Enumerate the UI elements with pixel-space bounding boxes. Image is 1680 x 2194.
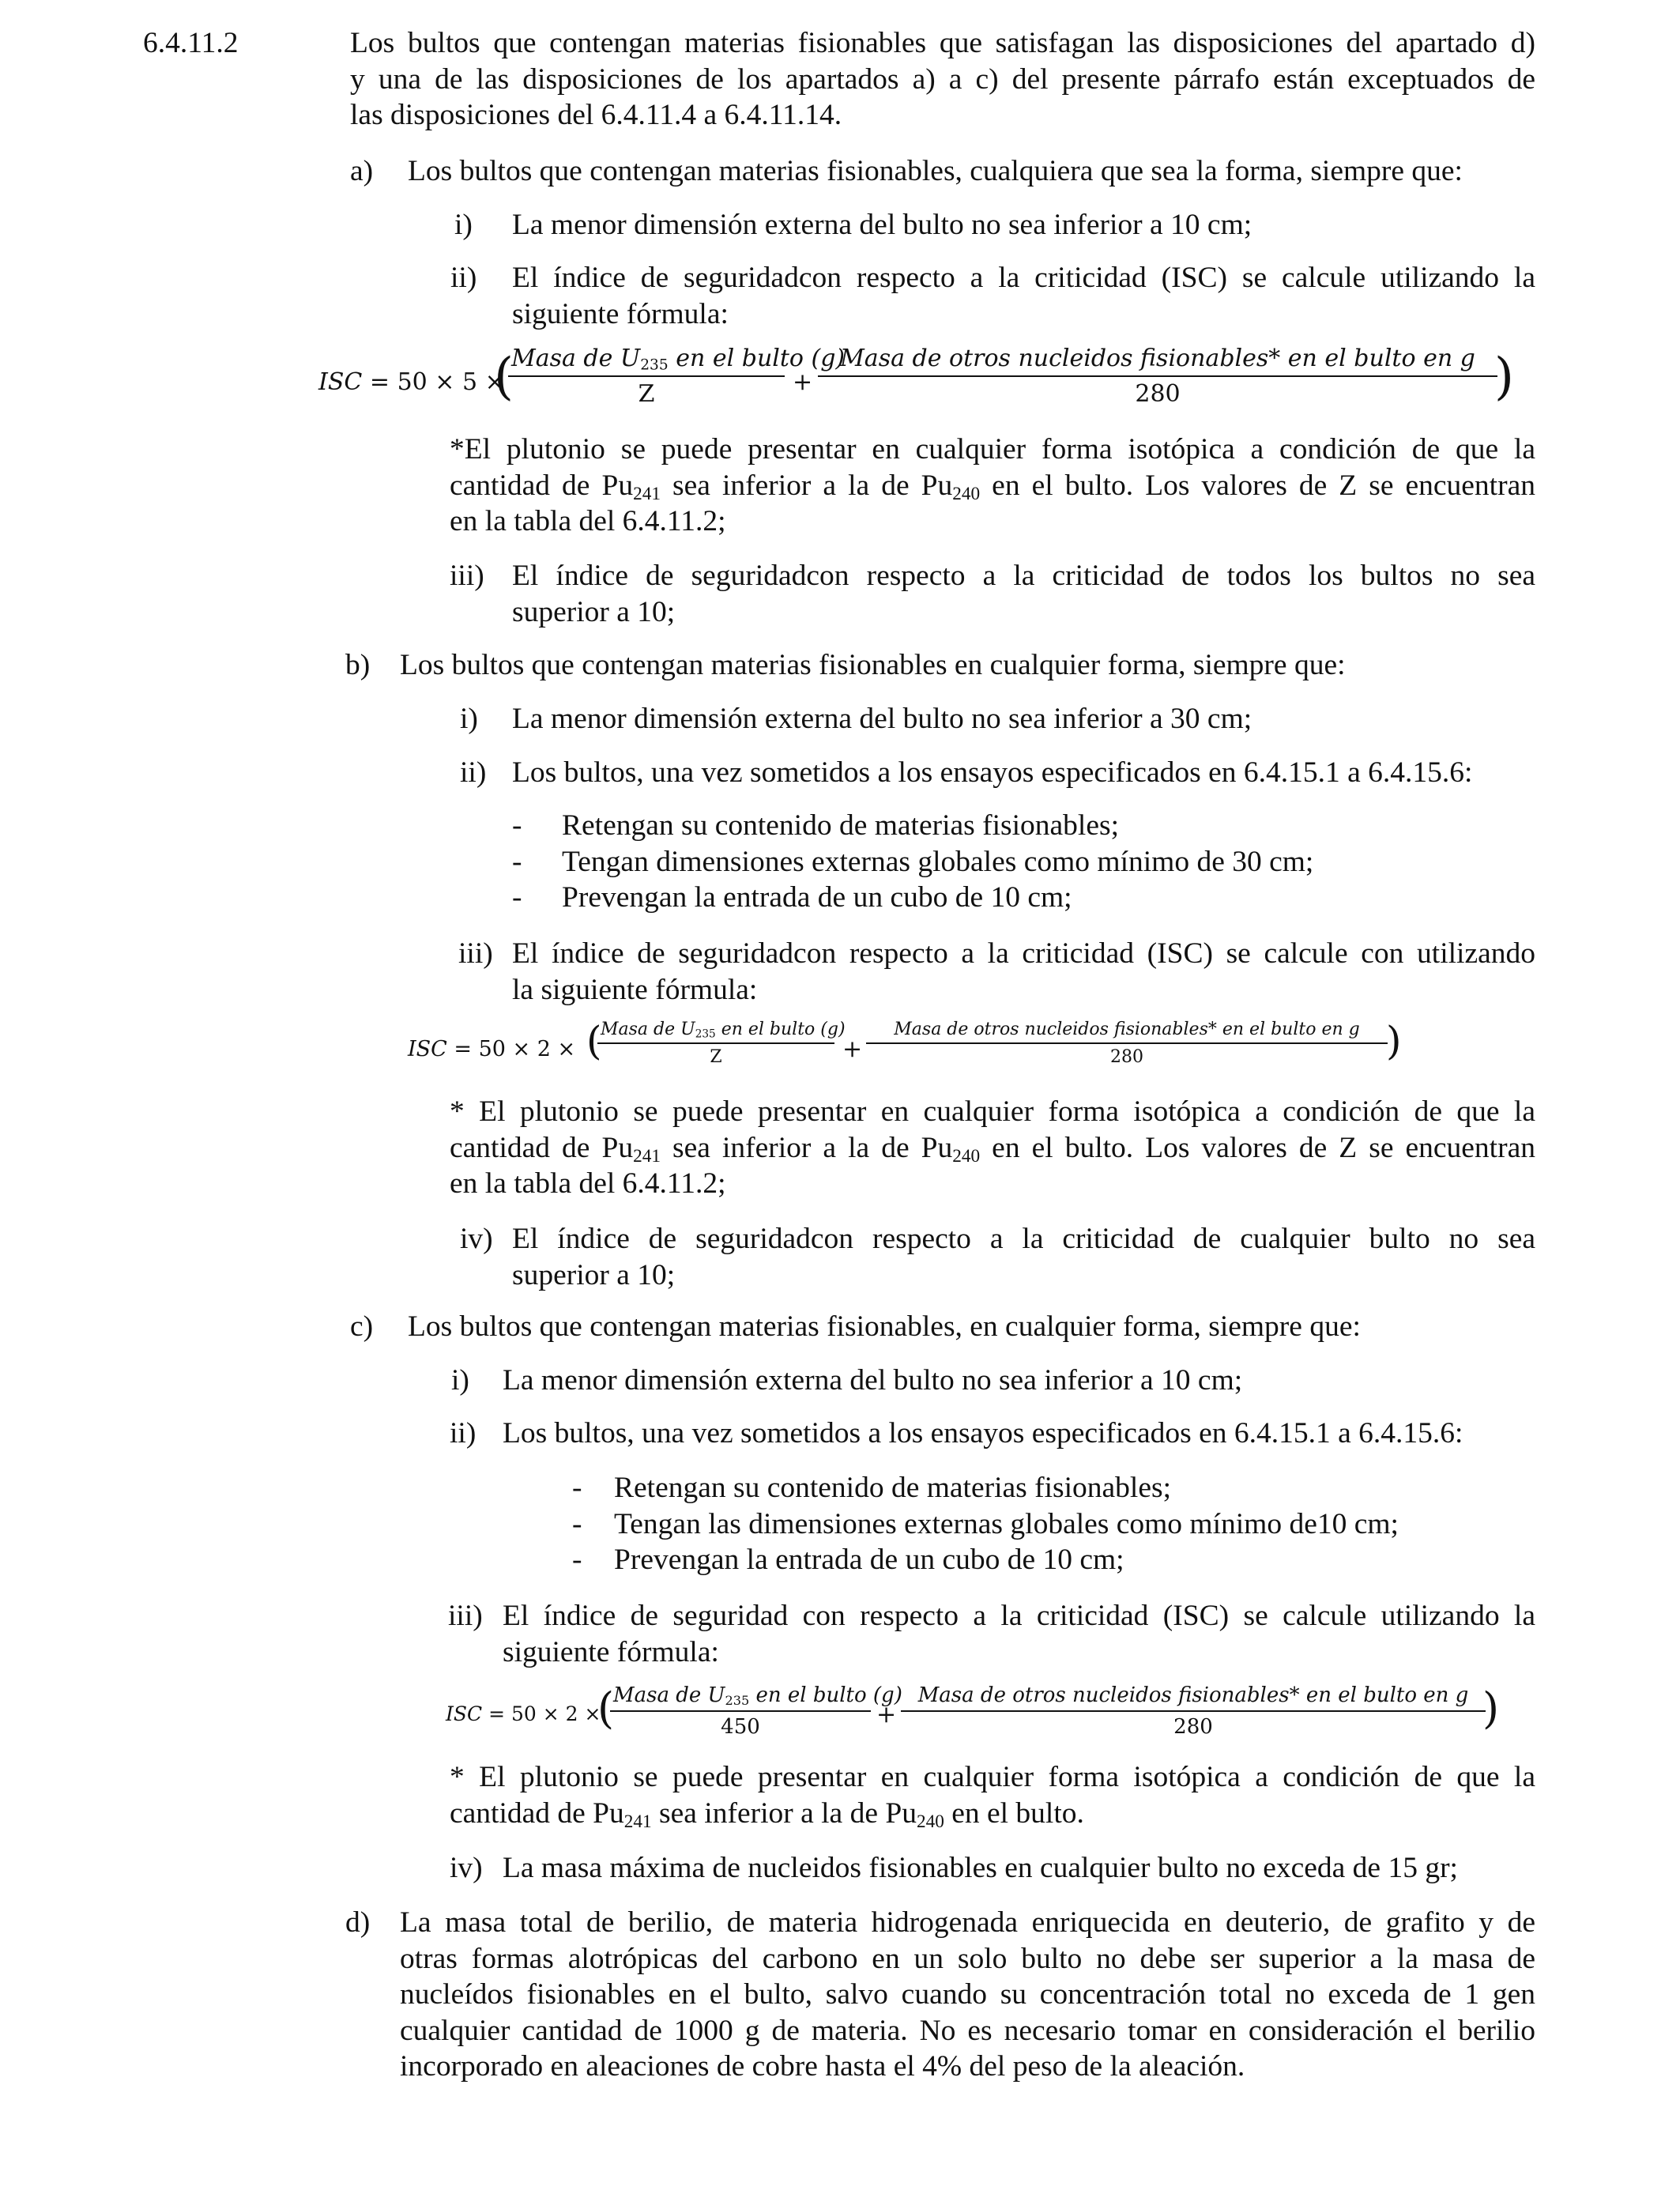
plus-sign: + <box>793 368 813 396</box>
item-a-ii-marker: ii) <box>450 262 477 294</box>
item-a-ii-text: El índice de seguridadcon respecto a la criticidad (ISC) se calcule utilizando la siguiente fórmula: <box>512 262 1535 330</box>
item-b-i-marker: i) <box>460 703 478 735</box>
section-intro: Los bultos que contengan materias fisionables que satisfagan las disposiciones del apartado d) y una de las disposiciones de los apartados a) a c) del presente párrafo están exceptuados de las disposiciones del 6.4.11.4 a 6.4.11.14. <box>350 27 1535 131</box>
fraction-1-denominator: 450 <box>721 1715 760 1739</box>
item-b-ii-text: Los bultos, una vez sometidos a los ensayos especificados en 6.4.15.1 a 6.4.15.6: <box>512 756 1473 789</box>
item-c-iv-text: La masa máxima de nucleidos fisionables en cualquier bulto no exceda de 15 gr; <box>503 1852 1458 1884</box>
open-paren: ( <box>586 1018 602 1064</box>
item-a-iii-text: El índice de seguridadcon respecto a la criticidad de todos los bultos no sea superior a 10; <box>512 560 1535 628</box>
item-d-marker: d) <box>345 1906 371 1939</box>
fraction-2 <box>818 345 1497 408</box>
formula-lhs: ISC = 50 × 2 × <box>408 1037 576 1061</box>
item-b-text: Los bultos que contengan materias fisionables en cualquier forma, siempre que: <box>400 649 1346 681</box>
item-b-iv-text: El índice de seguridadcon respecto a la criticidad de cualquier bulto no sea superior a 10; <box>512 1223 1535 1291</box>
item-c-i-marker: i) <box>451 1364 469 1397</box>
item-b-note: * El plutonio se puede presentar en cualquier forma isotópica a condición de que la cantidad de $Pu_{241}$ sea inferior a la de $Pu_{240}$ en el bulto. Los valores de Z se encuentran en la tabla del 6.4.11.2; <box>450 1095 1535 1200</box>
fraction-1-denominator: Z <box>638 380 655 408</box>
open-paren: ( <box>597 1683 615 1733</box>
item-c-note: * El plutonio se puede presentar en cualquier forma isotópica a condición de que la cantidad de $Pu_{241}$ sea inferior a la de $Pu_{240}$ en el bulto. <box>450 1761 1535 1832</box>
fraction-1 <box>597 1020 846 1067</box>
fraction-1-denominator: Z <box>710 1047 722 1067</box>
item-b-i-text: La menor dimensión externa del bulto no sea inferior a 30 cm; <box>512 703 1252 735</box>
fraction-2-numerator: Masa de otros nucleidos fisionables* en el bulto en g <box>866 1020 1388 1044</box>
fraction-2-numerator: Masa de otros nucleidos fisionables* en el bulto en g <box>901 1683 1486 1712</box>
fraction-1 <box>610 1683 902 1739</box>
item-b-iii-marker: iii) <box>458 937 493 970</box>
formula-b <box>408 1020 1403 1083</box>
formula-lhs: ISC = 50 × 2 × <box>446 1702 601 1725</box>
fraction-1 <box>508 345 846 408</box>
item-a-i-marker: i) <box>454 209 473 241</box>
close-paren: ) <box>1482 1683 1500 1733</box>
item-a-text: Los bultos que contengan materias fisionables, cualquiera que sea la forma, siempre que: <box>408 155 1463 187</box>
fraction-1-numerator: Masa de $U_{235}$ en el bulto (g) <box>508 345 785 377</box>
item-a-iii-marker: iii) <box>450 560 484 592</box>
plus-sign: + <box>842 1035 863 1063</box>
item-a-note: *El plutonio se puede presentar en cualquier forma isotópica a condición de que la cantidad de $Pu_{241}$ sea inferior a la de $Pu_{240}$ en el bulto. Los valores de Z se encuentran en la tabla del 6.4.11.2; <box>450 433 1535 537</box>
fraction-2 <box>901 1683 1486 1739</box>
fraction-2-denominator: 280 <box>1110 1047 1143 1067</box>
formula-lhs: ISC = 50 × 5 × <box>318 368 505 396</box>
open-paren: ( <box>494 348 514 406</box>
item-a-i-text: La menor dimensión externa del bulto no sea inferior a 10 cm; <box>512 209 1252 241</box>
item-c-iv-marker: iv) <box>450 1852 483 1884</box>
formula-a <box>318 345 1512 424</box>
fraction-1-numerator: Masa de $U_{235}$ en el bulto (g) <box>610 1683 871 1712</box>
item-b-marker: b) <box>345 649 371 681</box>
item-b-iii-text: El índice de seguridadcon respecto a la criticidad (ISC) se calcule con utilizando la siguiente fórmula: <box>512 937 1535 1006</box>
item-c-ii-marker: ii) <box>450 1417 477 1449</box>
section-number: 6.4.11.2 <box>143 27 239 59</box>
item-c-iii-text: El índice de seguridad con respecto a la criticidad (ISC) se calcule utilizando la siguiente fórmula: <box>503 1600 1535 1668</box>
fraction-2-denominator: 280 <box>1173 1715 1213 1739</box>
item-c-marker: c) <box>350 1310 374 1343</box>
item-c-text: Los bultos que contengan materias fisionables, en cualquier forma, siempre que: <box>408 1310 1361 1343</box>
item-a-marker: a) <box>350 155 374 187</box>
fraction-2 <box>866 1020 1388 1067</box>
fraction-2-numerator: Masa de otros nucleidos fisionables* en el bulto en g <box>818 345 1497 377</box>
fraction-2-denominator: 280 <box>1135 380 1181 408</box>
item-c-iii-marker: iii) <box>448 1600 483 1632</box>
close-paren: ) <box>1494 348 1514 406</box>
item-d-text: La masa total de berilio, de materia hidrogenada enriquecida en deuterio, de grafito y de otras formas alotrópicas del carbono en un solo bulto no debe ser superior a la masa de nucleídos fisionables en el bulto, salvo cuando su concentración total no exceda de 1 gen cualquier cantidad de 1000 g de materia. No es necesario tomar en consideración el berilio incorporado en aleaciones de cobre hasta el 4% del peso de la aleación. <box>400 1906 1535 2083</box>
item-c-ii-text: Los bultos, una vez sometidos a los ensayos especificados en 6.4.15.1 a 6.4.15.6: <box>503 1417 1463 1449</box>
plus-sign: + <box>876 1701 897 1728</box>
item-b-iv-marker: iv) <box>460 1223 493 1255</box>
item-b-ii-marker: ii) <box>460 756 487 789</box>
formula-c <box>446 1683 1505 1751</box>
item-c-i-text: La menor dimensión externa del bulto no sea inferior a 10 cm; <box>503 1364 1243 1397</box>
fraction-1-numerator: Masa de $U_{235}$ en el bulto (g) <box>597 1020 834 1044</box>
close-paren: ) <box>1386 1018 1402 1064</box>
